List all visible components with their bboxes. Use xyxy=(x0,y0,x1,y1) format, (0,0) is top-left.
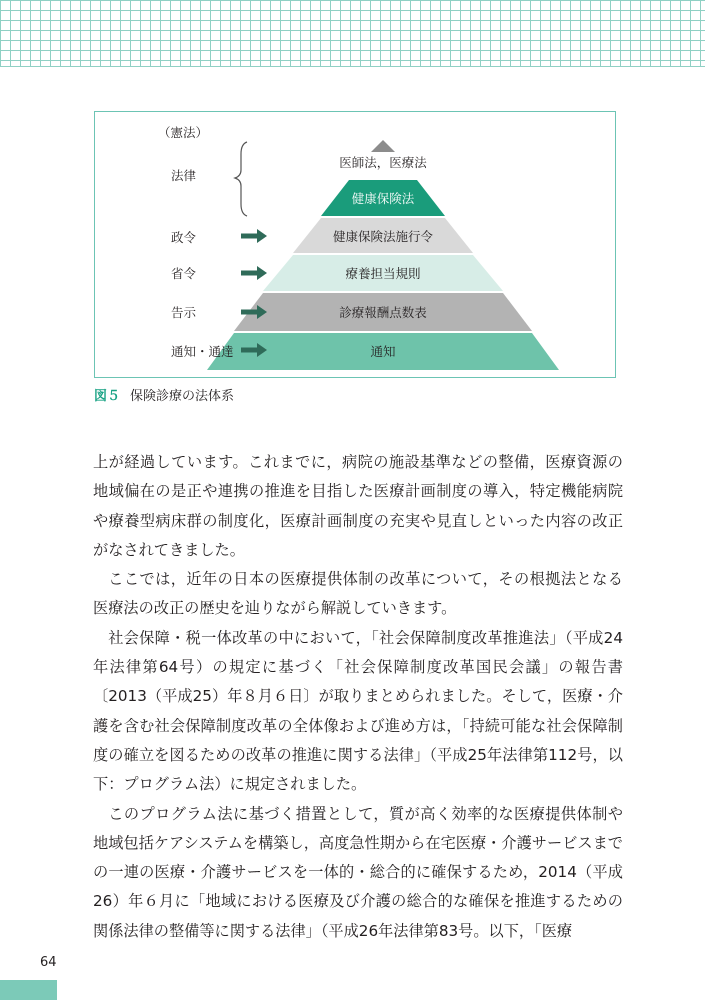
label-constitution: （憲法） xyxy=(158,125,209,140)
label-notice: 告示 xyxy=(171,305,197,320)
label-law: 法律 xyxy=(171,168,197,183)
label-cabinet-order: 政令 xyxy=(171,230,197,245)
pyramid-diagram xyxy=(95,112,617,379)
pyramid-apex xyxy=(371,140,395,152)
header-grid-band xyxy=(0,0,705,67)
page-number: 64 xyxy=(40,955,57,970)
figure-title: 保険診療の法体系 xyxy=(130,389,235,404)
pyramid-label-cabinet-order: 健康保険法施行令 xyxy=(332,229,434,244)
paragraph: このプログラム法に基づく措置として，質が高く効率的な医療提供体制や地域包括ケアシステムを構築し，高度急性期から在宅医療・介護サービスまでの一連の医療・介護サービスを一体的・総合的に確保するため，2014（平成26）年６月に「地域における医療及び介護の総合的な確保を推進するための関係法律の整備等に関する法律」（平成26年法律第83号。以下，「医療 xyxy=(93,804,623,940)
pyramid-label-care-rules: 療養担当規則 xyxy=(345,266,421,281)
figure-caption xyxy=(94,386,494,408)
figure-number: 図５ xyxy=(94,389,121,404)
paragraph: 社会保障・税一体改革の中において，「社会保障制度改革推進法」（平成24年法律第64号）の規定に基づく「社会保障制度改革国民会議」の報告書〔2013（平成25）年８月６日〕が取りまとめられました。そして，医療・介護を含む社会保障制度改革の全体像および進め方は，「持続可能な社会保障制度の確立を図るための改革の推進に関する法律」（平成25年法律第112号，以下：プログラム法）に規定されました。 xyxy=(93,628,623,794)
pyramid-label-health-insurance-act: 健康保険法 xyxy=(351,191,415,206)
pyramid-label-notification: 通知 xyxy=(370,344,396,359)
law-brace-icon xyxy=(235,142,247,216)
body-text xyxy=(93,448,623,946)
pyramid-label-medical-law: 医師法，医療法 xyxy=(339,155,427,170)
arrow-right-icon xyxy=(241,266,267,280)
pyramid-label-fee-schedule: 診療報酬点数表 xyxy=(339,305,427,320)
paragraph: ここでは，近年の日本の医療提供体制の改革について，その根拠法となる医療法の改正の歴史を辿りながら解説していきます。 xyxy=(93,570,623,618)
paragraph: 上が経過しています。これまでに，病院の施設基準などの整備，医療資源の地域偏在の是正や連携の推進を目指した医療計画制度の導入，特定機能病院や療養型病床群の制度化，医療計画制度の充実や見直しといった内容の改正がなされてきました。 xyxy=(93,453,623,559)
arrow-right-icon xyxy=(241,229,267,243)
label-ministerial-ordinance: 省令 xyxy=(171,266,197,281)
label-notification: 通知・通達 xyxy=(171,344,234,359)
page-corner-tab xyxy=(0,980,57,1000)
figure-legal-hierarchy xyxy=(94,111,616,378)
